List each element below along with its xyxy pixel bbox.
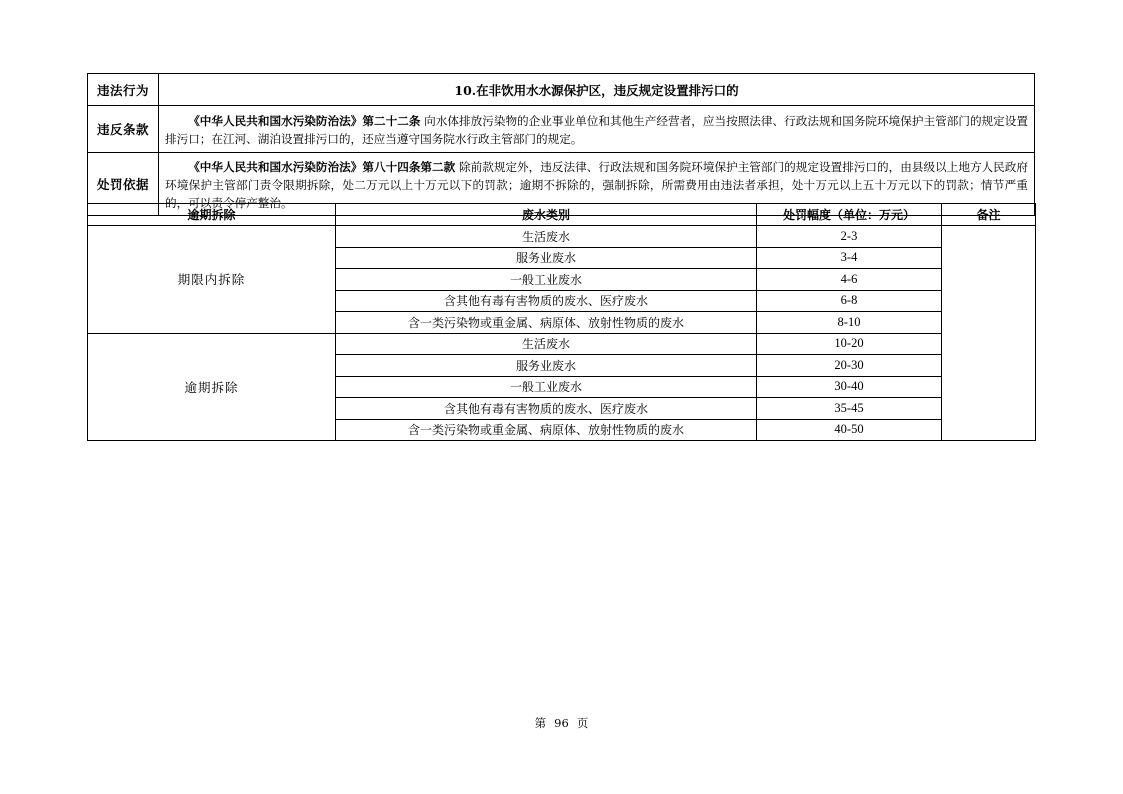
column-header-remarks: 备注: [942, 204, 1036, 226]
category-cell: 服务业废水: [336, 355, 757, 377]
range-cell: 10-20: [757, 333, 942, 355]
violation-header-table: [87, 73, 1035, 216]
group-label-within-deadline: 期限内拆除: [88, 226, 336, 334]
column-header-category: 废水类别: [336, 204, 757, 226]
range-cell: 8-10: [757, 312, 942, 334]
table-header-row: [88, 204, 1036, 226]
page-number: 96: [554, 716, 569, 730]
page-number-suffix: 页: [576, 716, 589, 730]
category-cell: 含一类污染物或重金属、病原体、放射性物质的废水: [336, 312, 757, 334]
category-cell: 一般工业废水: [336, 269, 757, 291]
remarks-cell: [942, 226, 1036, 441]
basis-law: 《中华人民共和国水污染防治法》第八十四条第二款: [188, 160, 456, 174]
category-cell: 含其他有毒有害物质的废水、医疗废水: [336, 398, 757, 420]
range-cell: 2-3: [757, 226, 942, 248]
category-cell: 含其他有毒有害物质的废水、医疗废水: [336, 290, 757, 312]
range-cell: 35-45: [757, 398, 942, 420]
page-number-prefix: 第: [534, 716, 547, 730]
table-row: [88, 226, 1036, 248]
basis-label: 处罚依据: [88, 153, 159, 216]
category-cell: 生活废水: [336, 333, 757, 355]
column-header-penalty-range: 处罚幅度（单位：万元）: [757, 204, 942, 226]
clause-text: 向水体排放污染物的企业事业单位和其他生产经营者，应当按照法律、行政法规和国务院环境保护主管部门的规定设置排污口；在江河、湖泊设置排污口的，还应当遵守国务院水行政主管部门的规定。: [165, 114, 1028, 146]
category-cell: 服务业废水: [336, 247, 757, 269]
clause-label: 违反条款: [88, 106, 159, 153]
violation-row: [88, 74, 1035, 106]
violation-title: 10.在非饮用水水源保护区，违反规定设置排污口的: [159, 74, 1035, 106]
clause-row: [88, 106, 1035, 153]
violation-label: 违法行为: [88, 74, 159, 106]
range-cell: 6-8: [757, 290, 942, 312]
range-cell: 20-30: [757, 355, 942, 377]
category-cell: 生活废水: [336, 226, 757, 248]
clause-law: 《中华人民共和国水污染防治法》第二十二条: [188, 114, 421, 128]
range-cell: 40-50: [757, 419, 942, 441]
penalty-table: [87, 203, 1036, 441]
group-label-overdue: 逾期拆除: [88, 333, 336, 441]
page-footer: [0, 715, 1123, 731]
basis-text: 除前款规定外，违反法律、行政法规和国务院环境保护主管部门的规定设置排污口的，由县级以上地方人民政府环境保护主管部门责令限期拆除，处二万元以上十万元以下的罚款；逾期不拆除的，强制拆除，所需费用由违法者承担，处十万元以上五十万元以下的罚款；情节严重的，可以责令停产整治。: [165, 160, 1028, 210]
table-row: [88, 333, 1036, 355]
clause-content: [159, 106, 1035, 153]
column-header-deadline: 逾期拆除: [88, 204, 336, 226]
category-cell: 一般工业废水: [336, 376, 757, 398]
category-cell: 含一类污染物或重金属、病原体、放射性物质的废水: [336, 419, 757, 441]
range-cell: 3-4: [757, 247, 942, 269]
range-cell: 4-6: [757, 269, 942, 291]
range-cell: 30-40: [757, 376, 942, 398]
